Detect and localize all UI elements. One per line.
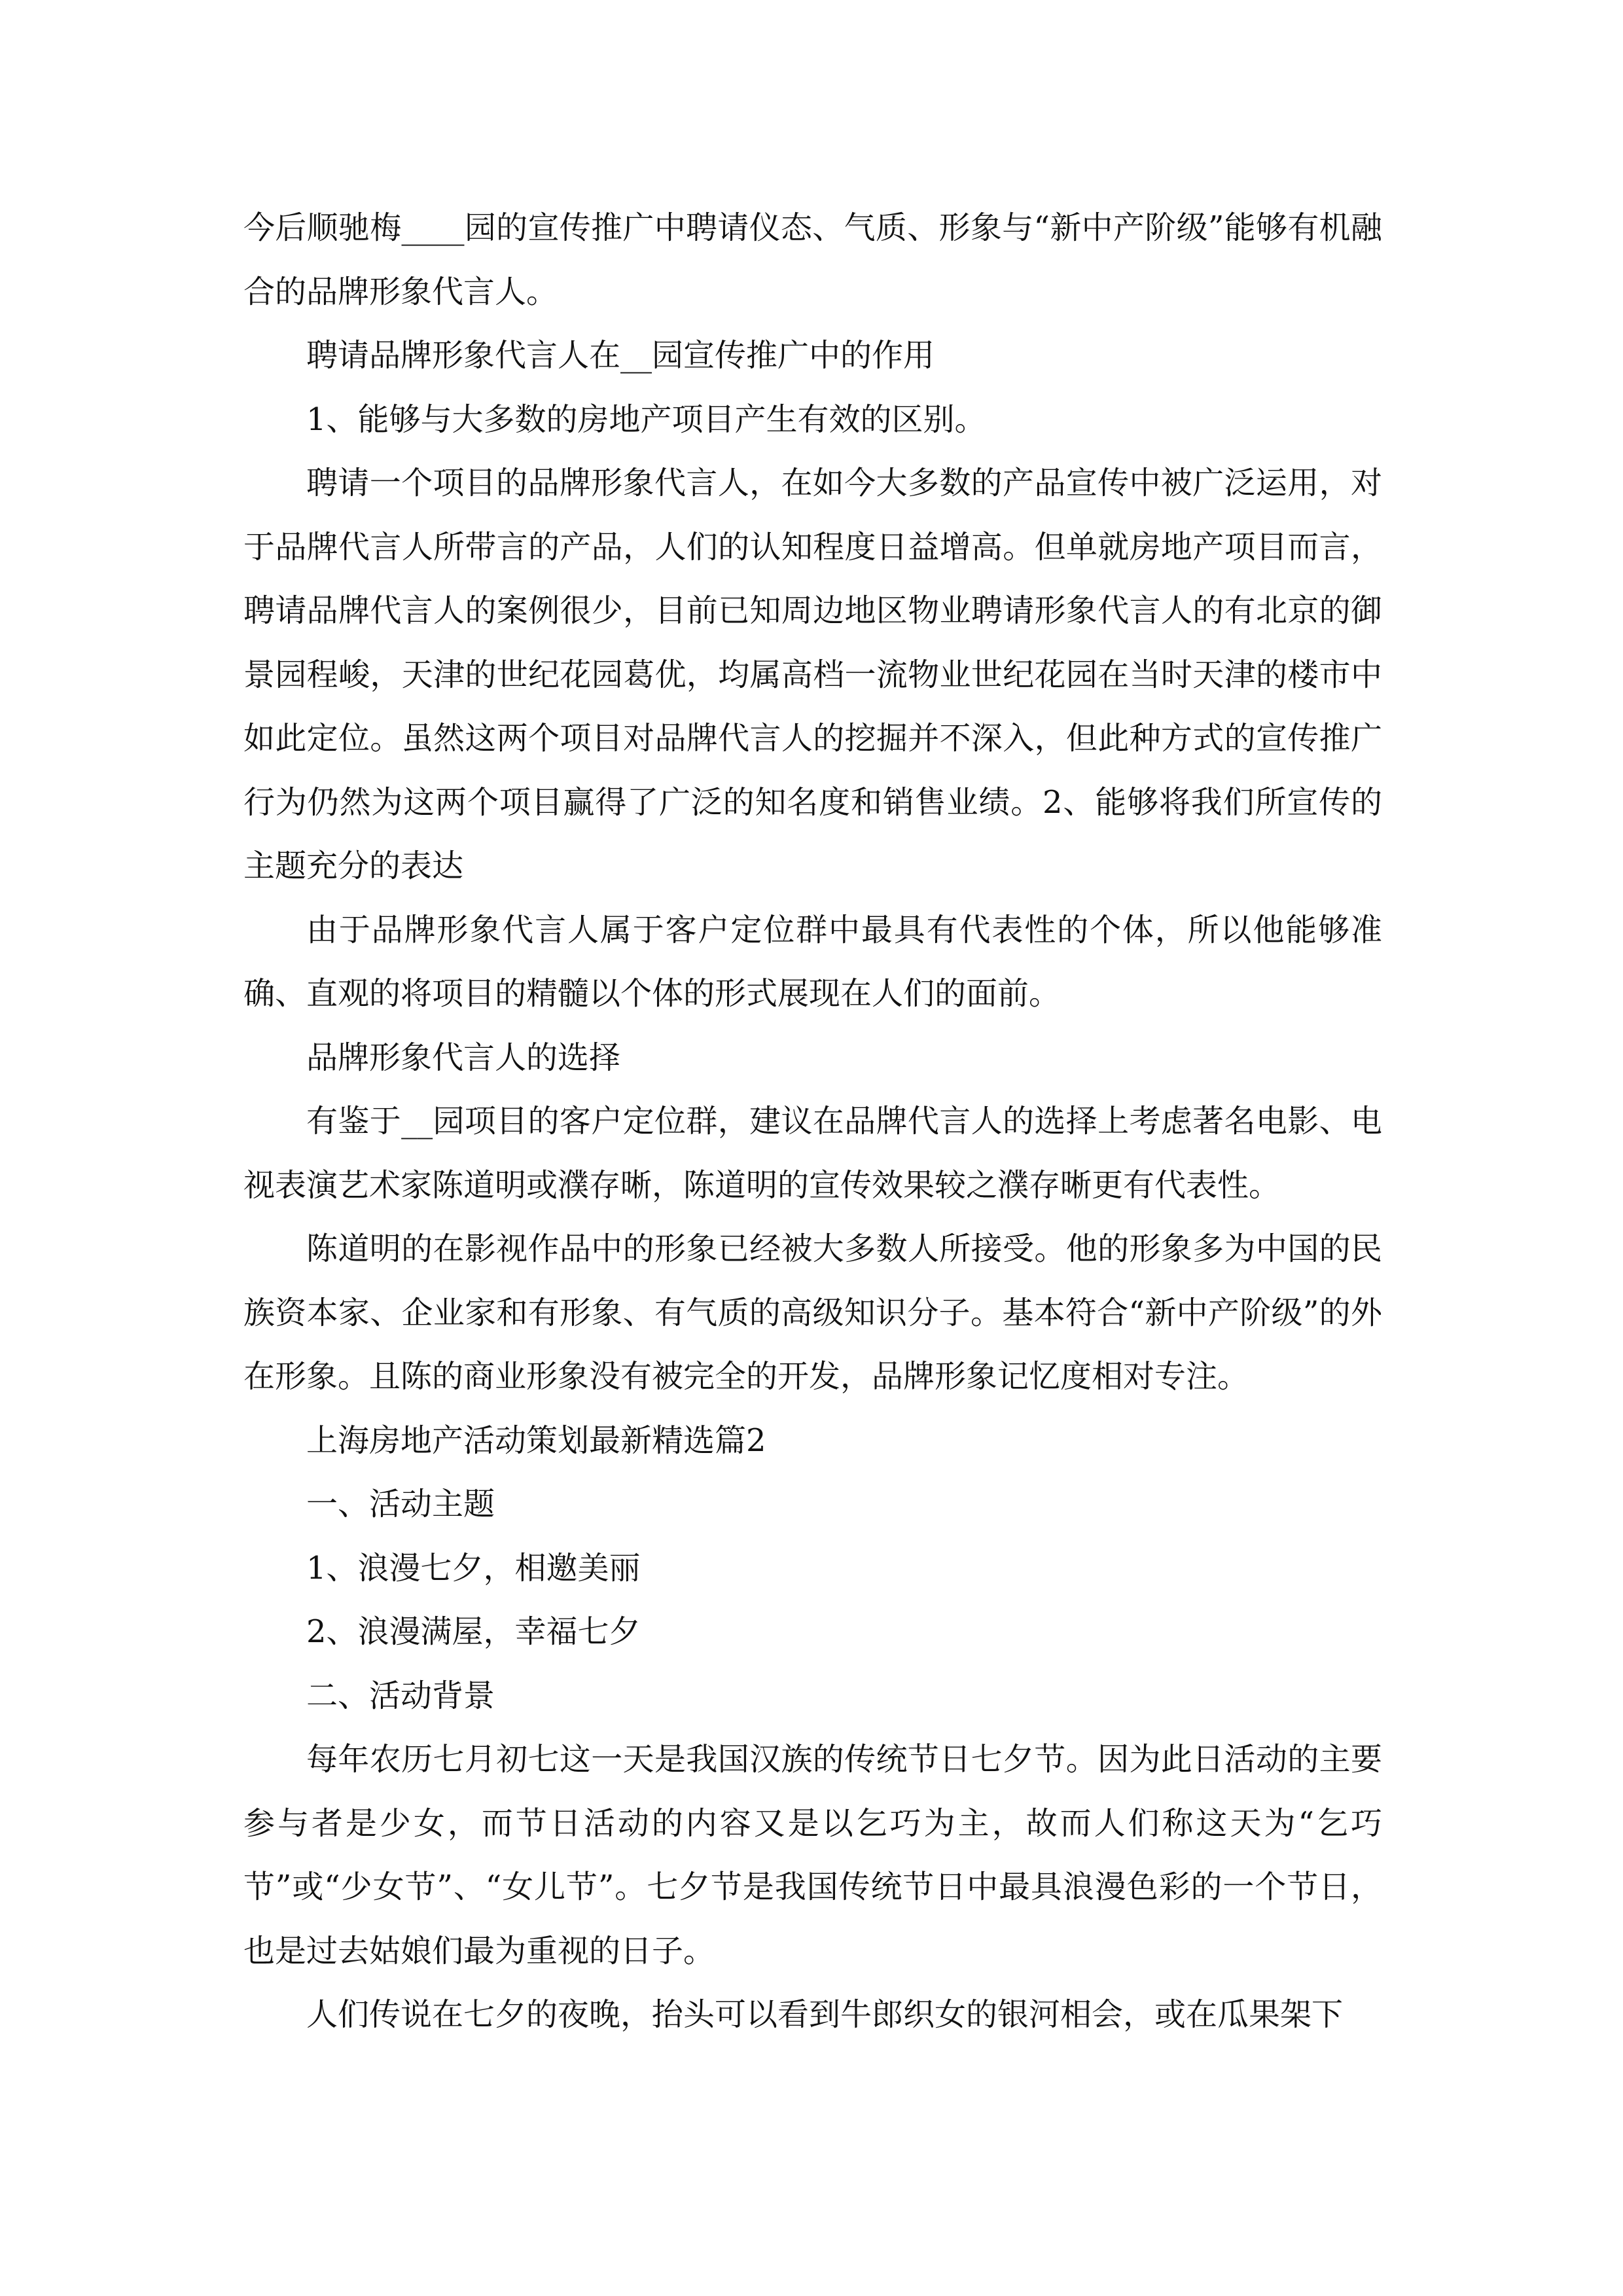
point-1-differentiation: 1、能够与大多数的房地产项目产生有效的区别。 [306,401,986,438]
paragraph-qixi-legend: 人们传说在七夕的夜晚，抬头可以看到牛郎织女的银河相会，或在瓜果架下 [306,1996,1344,2033]
paragraph-spokesperson-cases: 聘请一个项目的品牌形象代言人，在如今大多数的产品宣传中被广泛运用，对于品牌代言人所带言的产品，人们的认知程度日益增高。但单就房地产项目而言，聘请品牌代言人的案例很少，目前已知周边地区物业聘请形象代言人的有北京的御景园程峻，天津的世纪花园葛优，均属高档一流物业世纪花园在当时天津的楼市中如此定位。虽然这两个项目对品牌代言人的挖掘并不深入，但此种方式的宣传推广行为仍然为这两个项目赢得了广泛的知名度和销售业绩。2、能够将我们所宣传的主题充分的表达 [243,465,1382,884]
paragraph-selection-suggestion: 有鉴于__园项目的客户定位群，建议在品牌代言人的选择上考虑著名电影、电视表演艺术家陈道明或濮存晰，陈道明的宣传效果较之濮存晰更有代表性。 [243,1103,1382,1204]
heading-activity-background: 二、活动背景 [306,1677,495,1714]
theme-item-1: 1、浪漫七夕，相邀美丽 [306,1549,641,1587]
paragraph-qixi-background: 每年农历七月初七这一天是我国汉族的传统节日七夕节。因为此日活动的主要参与者是少女，而节日活动的内容又是以乞巧为主，故而人们称这天为“乞巧节”或“少女节”、“女儿节”。七夕节是我国传统节日中最具浪漫色彩的一个节日，也是过去姑娘们最为重视的日子。 [243,1741,1382,1969]
document-page [243,196,1382,2047]
paragraph-representative-individual: 由于品牌形象代言人属于客户定位群中最具有代表性的个体，所以他能够准确、直观的将项目的精髓以个体的形式展现在人们的面前。 [243,911,1382,1012]
theme-item-2: 2、浪漫满屋，幸福七夕 [306,1613,641,1650]
section-title-part-2: 上海房地产活动策划最新精选篇2 [306,1422,766,1459]
heading-spokesperson-selection: 品牌形象代言人的选择 [306,1039,621,1076]
paragraph-chen-daoming-image: 陈道明的在影视作品中的形象已经被大多数人所接受。他的形象多为中国的民族资本家、企业家和有形象、有气质的高级知识分子。基本符合“新中产阶级”的外在形象。且陈的商业形象没有被完全的开发，品牌形象记忆度相对专注。 [243,1230,1382,1395]
paragraph-1: 今后顺驰梅____园的宣传推广中聘请仪态、气质、形象与“新中产阶级”能够有机融合的品牌形象代言人。 [243,209,1382,310]
heading-activity-theme: 一、活动主题 [306,1486,495,1522]
heading-role-of-spokesperson: 聘请品牌形象代言人在__园宣传推广中的作用 [306,337,935,374]
